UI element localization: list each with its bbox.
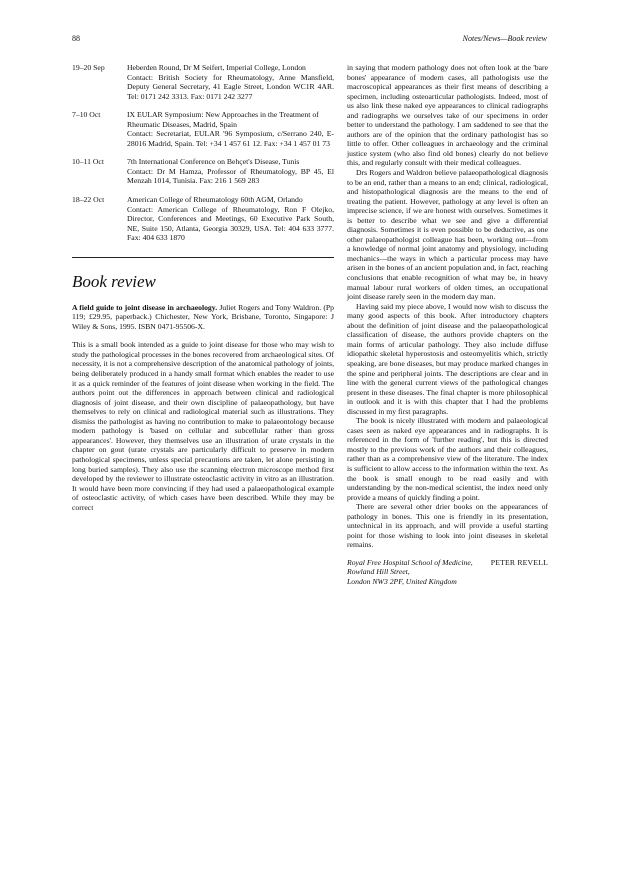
section-title: Book review xyxy=(72,271,156,291)
event-title: 7th International Conference on Behçet's Disease, Tunis xyxy=(127,157,300,167)
review-paragraph: The book is nicely illustrated with modern and palaeological cases seen as naked eye appearances and in radiographs. It is referenced in the form of 'further reading', but this is directed mostly to the previous work of the authors and their colleagues, rather than as a comprehensive view of the literature. The index is sufficient to allow access to the information within the text. As the book is small enough to be read easily and with understanding by the non-medical scientist, the index need only provide a means of quickly finding a point. xyxy=(347,416,548,502)
review-paragraph: This is a small book intended as a guide to joint disease for those who may wish to study the pathological processes in the bones recovered from archaeological sites. Of necessity, it is not a comprehensive description of the anatomical pathology of joints, being deliberately produced in a handy small format which enables the reader to use it as a quick reminder of the features of joint disease when working in the field. The authors point out the differences in approach between clinical and radiological diagnosis of joint disease, and their own discipline of palaeopathology, but have themselves to rely on clinical and radiological material such as illustrations. They dismiss the pathologist as having no contribution to make to palaeontology because modern pathology is 'based on cellular and subcellular rather than gross appearances'. However, they themselves use an illustration of urate crystals in the chapter on gout (urate crystals are particularly difficult to preserve in modern pathological specimens, unless special precautions are taken, let alone persisting in long buried samples). They also use the scanning electron microscope method first developed by the reviewer to illustrate osteoclastic activity in vitro as an illustration. It would have been more convincing if they had used a palaeopathological example of osteoclastic activity, of which cases have been described. While they may be correct xyxy=(72,340,334,512)
book-title: A field guide to joint disease in archaeology. xyxy=(72,302,218,312)
right-column xyxy=(347,63,548,587)
left-column xyxy=(72,63,334,512)
reviewer-address-line: Royal Free Hospital School of Medicine, xyxy=(347,557,473,567)
book-details: Juliet Rogers and Tony Waldron. (Pp 119; £29.95, paperback.) Chichester, New York, Brisbane, Toronto, Singapore: J Wiley & Sons, 1995. ISBN 0471-95506-X. xyxy=(72,302,335,331)
events-list xyxy=(72,63,334,243)
event-item xyxy=(72,195,334,243)
event-item xyxy=(72,63,334,101)
running-head: Notes/News—Book review xyxy=(462,34,547,43)
event-item xyxy=(72,157,334,186)
section-divider xyxy=(72,257,334,258)
event-title: IX EULAR Symposium: New Approaches in the Treatment of Rheumatic Diseases, Madrid, Spain xyxy=(127,110,319,129)
reviewer-signature xyxy=(347,558,548,587)
review-paragraph: Having said my piece above, I would now wish to discuss the many good aspects of this book. After introductory chapters about the definition of joint disease and the palaeopathological classification of disease, the authors provide chapters on the main forms of articular pathology. They also include diffuse idiopathic skeletal hyperostosis and osteomyelitis which, strictly speaking, are bone diseases, but may produce marked changes in the spine and peripheral joints. The descriptions are clear and in line with the general current views of the pathological changes present in these diseases. The final chapter is more philosophical in outlook and it is with this chapter that I had the problems discussed in my first paragraphs. xyxy=(347,301,548,416)
reviewer-name: PETER REVELL xyxy=(490,557,548,567)
review-paragraph: in saying that modern pathology does not often look at the 'bare bones' appearance of modern cases, all pathologists use the macroscopical appearances as their first means of describing a specimen, including osteoarticular pathologists. Indeed, most of us also link these naked eye appearances to clinical radiographs and radiographs we ourselves take of our specimens in order better to understand the pathology. I am saddened to see that the authors are of the opinion that the ordinary pathologist has so little to offer. Other colleagues in archaeology and the criminal justice system (who also find old bones) clearly do not believe this, and regularly consult with their medical colleagues. xyxy=(347,63,548,168)
review-paragraph: Drs Rogers and Waldron believe palaeopathological diagnosis to be an end, rather than a means to an end; clinical, radiological, and histopathological diagnosis are the means to the end of treating the patient. However, pathology at any level is often an imprecise science, if we are honest with ourselves. Sometimes it is better to describe what we see and give a differential diagnosis. Sometimes it is even possible to be deductive, as one other palaeopathologist colleague has been, working out—from a knowledge of normal joint anatomy and physiology, including mechanics—the ways in which a particular process may have arisen in the bones of an ancient population and, in fact, reaching conclusions that enable recognition of what may be, in heavy manual labour rural workers of olden times, an occupational joint disease rarely seen in the modern day man. xyxy=(347,168,548,302)
reviewer-address-line: Rowland Hill Street, xyxy=(347,567,410,577)
event-title: Heberden Round, Dr M Seifert, Imperial College, London xyxy=(127,63,306,72)
event-date: 7–10 Oct xyxy=(72,110,101,120)
event-contact: Contact: American College of Rheumatology, Ron F Olejko, Director, Conferences and Meetings, 60 Executive Park South, NE, Suite 150, Atlanta, Georgia 30329, USA. Tel: 404 633 3777. Fax: 404 633 1870 xyxy=(127,204,334,243)
event-contact: Contact: Dr M Hamza, Professor of Rheumatology, BP 45, El Menzah 1014, Tunisia. Fax: 216 1 569 283 xyxy=(127,166,334,186)
event-date: 10–11 Oct xyxy=(72,157,104,167)
event-item xyxy=(72,110,334,148)
event-date: 18–22 Oct xyxy=(72,195,105,205)
page-number: 88 xyxy=(72,34,80,43)
event-contact: Contact: British Society for Rheumatology, Anne Mansfield, Deputy General Secretary, 41 Eagle Street, London WC1R 4AR. Tel: 0171 242 3313. Fax: 0171 242 3277 xyxy=(127,72,334,101)
event-date: 19–20 Sep xyxy=(72,63,105,72)
event-title: American College of Rheumatology 60th AGM, Orlando xyxy=(127,195,303,205)
review-paragraph: There are several other drier books on the appearances of pathology in bones. This one is friendly in its presentation, untechnical in its approach, and will provide a useful starting point for those wishing to look into joint diseases in skeletal remains. xyxy=(347,502,548,550)
reviewer-address-line: London NW3 2PF, United Kingdom xyxy=(347,576,457,586)
book-reference xyxy=(72,303,334,332)
event-contact: Contact: Secretariat, EULAR '96 Symposium, c/Serrano 240, E-28016 Madrid, Spain. Tel: +34 1 457 61 12. Fax: +34 1 457 01 73 xyxy=(127,129,334,148)
